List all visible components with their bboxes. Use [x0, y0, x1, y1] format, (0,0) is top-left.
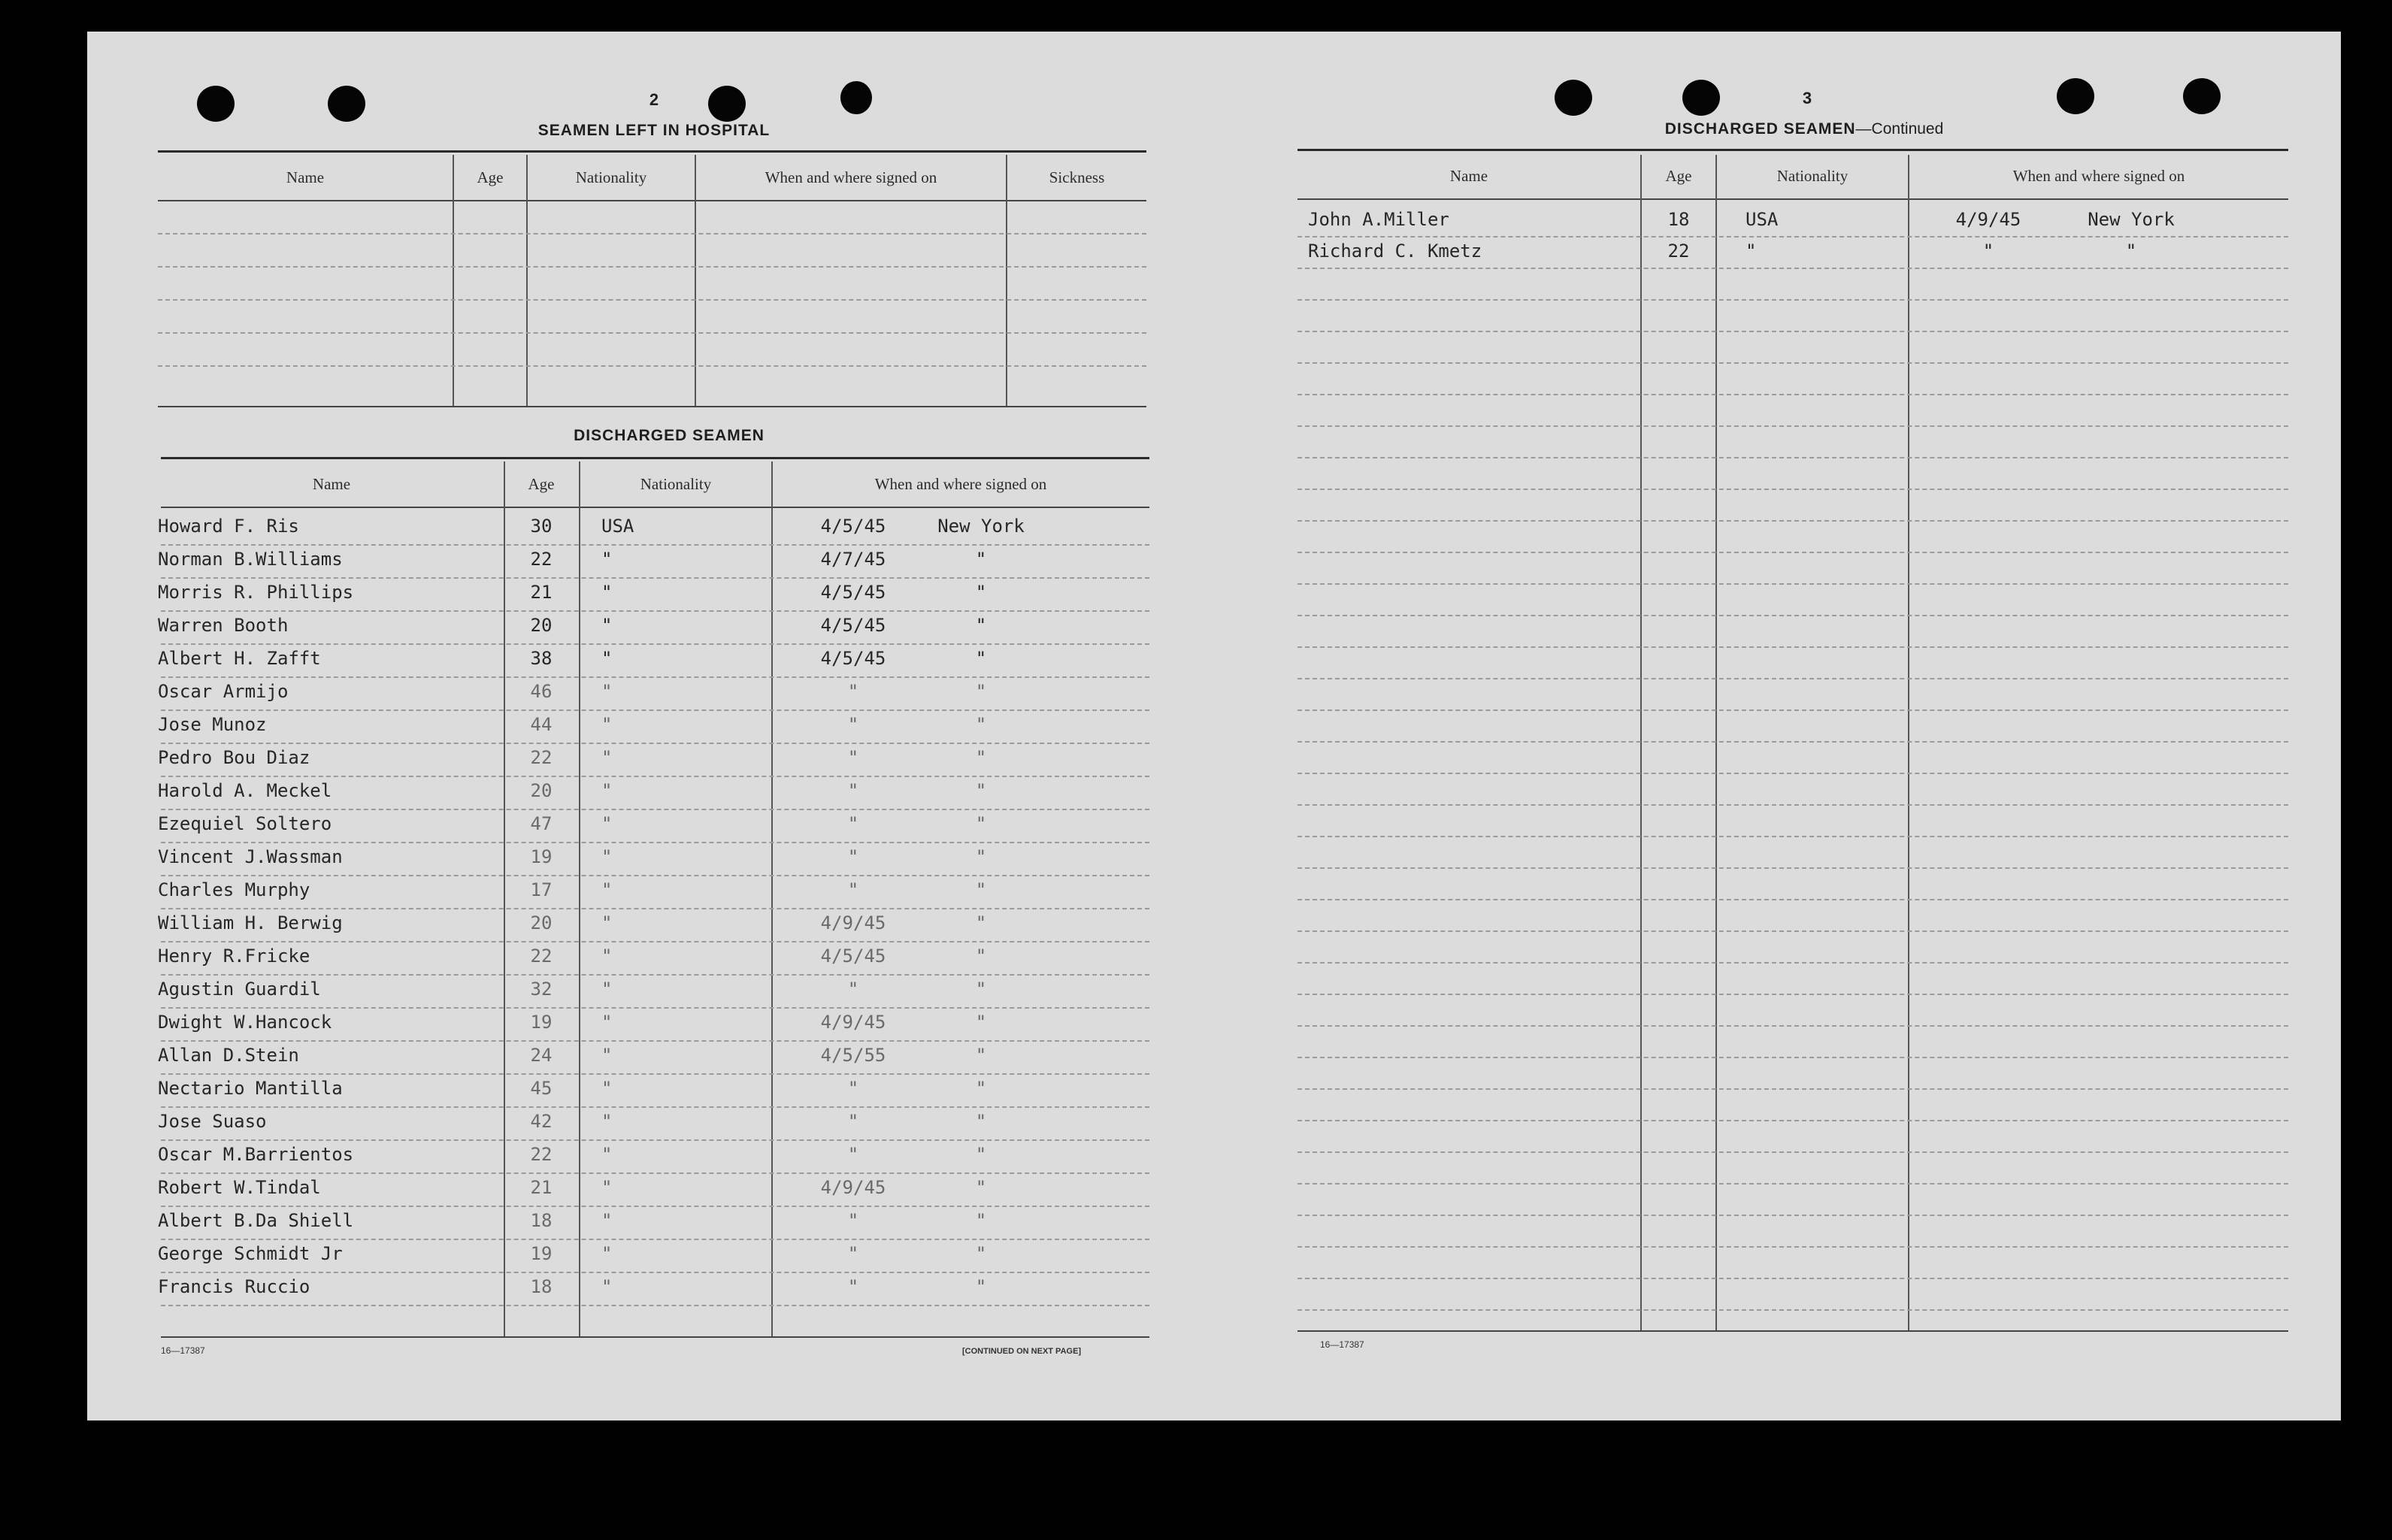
- row-line: [1297, 362, 2288, 364]
- seaman-name: Oscar Armijo: [158, 681, 289, 702]
- seaman-age: 42: [530, 1111, 553, 1132]
- seaman-nationality: ": [601, 1111, 613, 1132]
- seaman-name: Harold A. Meckel: [158, 780, 332, 801]
- seaman-nationality: ": [601, 912, 613, 933]
- seaman-signed-place: ": [975, 1276, 987, 1297]
- row-line: [1297, 1183, 2288, 1184]
- row-line: [161, 809, 1149, 810]
- seaman-name: Ezequiel Soltero: [158, 813, 332, 834]
- seaman-signed-place: New York: [2088, 209, 2175, 230]
- discharged-table-top-rule: [161, 457, 1149, 459]
- row-line: [1297, 394, 2288, 395]
- seaman-age: 22: [1667, 241, 1690, 262]
- row-line: [1297, 331, 2288, 332]
- punch-hole: [197, 86, 235, 122]
- row-line: [1297, 552, 2288, 553]
- seaman-age: 30: [530, 516, 553, 537]
- seaman-signed-date: 4/5/45: [820, 516, 886, 537]
- seaman-nationality: ": [601, 615, 613, 636]
- seaman-nationality: ": [601, 1045, 613, 1066]
- hospital-table-bottom-rule: [158, 406, 1146, 407]
- row-line: [161, 643, 1149, 645]
- row-line: [161, 1106, 1149, 1108]
- seaman-name: Morris R. Phillips: [158, 582, 354, 603]
- seaman-signed-date: ": [847, 879, 859, 900]
- right-table-top-rule: [1297, 149, 2288, 151]
- row-line: [161, 974, 1149, 976]
- seaman-name: John A.Miller: [1308, 209, 1449, 230]
- seaman-signed-place: ": [975, 1243, 987, 1264]
- seaman-name: Allan D.Stein: [158, 1045, 299, 1066]
- seaman-age: 22: [530, 549, 553, 570]
- seaman-name: Jose Suaso: [158, 1111, 267, 1132]
- seaman-nationality: ": [601, 1144, 613, 1165]
- right-col-age: Age: [1665, 167, 1692, 185]
- discharged-header-rule: [161, 507, 1149, 508]
- seaman-age: 45: [530, 1078, 553, 1099]
- seaman-signed-place: ": [975, 879, 987, 900]
- seaman-nationality: USA: [1746, 209, 1779, 230]
- row-line: [1297, 1088, 2288, 1090]
- right-section-title-main: DISCHARGED SEAMEN: [1664, 120, 1856, 138]
- row-line: [1297, 299, 2288, 301]
- row-line: [1297, 678, 2288, 679]
- seaman-age: 19: [530, 1012, 553, 1033]
- seaman-nationality: ": [601, 747, 613, 768]
- seaman-name: William H. Berwig: [158, 912, 343, 933]
- hospital-col-divider: [695, 155, 696, 406]
- row-line: [1297, 962, 2288, 964]
- row-line: [161, 1305, 1149, 1306]
- row-line: [1297, 836, 2288, 837]
- continued-note: [CONTINUED ON NEXT PAGE]: [962, 1347, 1082, 1356]
- seaman-nationality: ": [601, 879, 613, 900]
- seaman-nationality: ": [601, 945, 613, 967]
- seaman-signed-date: ": [847, 747, 859, 768]
- seaman-age: 19: [530, 1243, 553, 1264]
- seaman-signed-place: ": [975, 1144, 987, 1165]
- seaman-signed-date: ": [847, 714, 859, 735]
- row-line: [1297, 1215, 2288, 1216]
- hospital-row-line: [158, 266, 1146, 268]
- row-line: [161, 1206, 1149, 1207]
- row-line: [1297, 583, 2288, 585]
- row-line: [1297, 773, 2288, 774]
- right-col-nationality: Nationality: [1776, 167, 1849, 185]
- seaman-signed-date: ": [847, 1243, 859, 1264]
- seaman-name: Albert B.Da Shiell: [158, 1210, 354, 1231]
- seaman-name: Robert W.Tindal: [158, 1177, 321, 1198]
- row-line: [1297, 1246, 2288, 1248]
- seaman-signed-date: 4/7/45: [820, 549, 886, 570]
- form-number-right: 16—17387: [1320, 1339, 1364, 1350]
- hospital-col-name: Name: [286, 168, 325, 186]
- seaman-name: Pedro Bou Diaz: [158, 747, 310, 768]
- row-line: [1297, 425, 2288, 427]
- seaman-signed-place: ": [975, 1177, 987, 1198]
- hospital-row-line: [158, 299, 1146, 301]
- hospital-table-top-rule: [158, 150, 1146, 153]
- punch-hole: [708, 86, 746, 122]
- hospital-col-divider: [1006, 155, 1007, 406]
- form-number-left: 16—17387: [161, 1345, 205, 1356]
- hospital-col-age: Age: [477, 168, 504, 186]
- seaman-signed-place: ": [975, 549, 987, 570]
- hospital-col-divider: [453, 155, 454, 406]
- seaman-signed-place: ": [975, 1012, 987, 1033]
- hospital-header-rule: [158, 200, 1146, 201]
- row-line: [1297, 268, 2288, 269]
- row-line: [161, 743, 1149, 744]
- right-section-title: [1564, 120, 2045, 138]
- seaman-signed-place: ": [975, 1045, 987, 1066]
- row-line: [161, 1073, 1149, 1075]
- seaman-nationality: ": [601, 681, 613, 702]
- seaman-name: Norman B.Williams: [158, 549, 343, 570]
- seaman-age: 46: [530, 681, 553, 702]
- seaman-nationality: ": [601, 780, 613, 801]
- seaman-nationality: USA: [601, 516, 634, 537]
- seaman-name: Charles Murphy: [158, 879, 310, 900]
- hospital-row-line: [158, 332, 1146, 334]
- seaman-name: Howard F. Ris: [158, 516, 299, 537]
- seaman-signed-date: ": [847, 813, 859, 834]
- seaman-signed-place: ": [975, 1210, 987, 1231]
- right-section-title-suffix: —Continued: [1855, 120, 1944, 138]
- discharged-section-title: DISCHARGED SEAMEN: [574, 427, 765, 444]
- row-line: [1297, 709, 2288, 711]
- punch-hole: [328, 86, 365, 122]
- seaman-signed-date: ": [1982, 241, 1994, 262]
- seaman-age: 18: [530, 1276, 553, 1297]
- discharged-table-bottom-rule: [161, 1336, 1149, 1338]
- seaman-age: 20: [530, 912, 553, 933]
- seaman-signed-place: ": [975, 846, 987, 867]
- row-line: [161, 908, 1149, 909]
- seaman-signed-date: ": [847, 1276, 859, 1297]
- row-line: [1297, 867, 2288, 869]
- seaman-name: Agustin Guardil: [158, 979, 321, 1000]
- row-line: [1297, 994, 2288, 995]
- seaman-age: 21: [530, 1177, 553, 1198]
- right-col-name: Name: [1449, 167, 1488, 185]
- seaman-signed-date: 4/5/45: [820, 945, 886, 967]
- row-line: [1297, 520, 2288, 522]
- seaman-name: Francis Ruccio: [158, 1276, 310, 1297]
- seaman-nationality: ": [601, 1078, 613, 1099]
- punch-hole: [840, 81, 872, 114]
- discharged-col-nationality: Nationality: [640, 475, 712, 493]
- seaman-age: 21: [530, 582, 553, 603]
- seaman-signed-date: ": [847, 780, 859, 801]
- seaman-name: Warren Booth: [158, 615, 289, 636]
- seaman-age: 47: [530, 813, 553, 834]
- seaman-nationality: ": [601, 813, 613, 834]
- row-line: [161, 709, 1149, 711]
- seaman-nationality: ": [601, 1177, 613, 1198]
- seaman-age: 22: [530, 1144, 553, 1165]
- seaman-signed-place: ": [975, 979, 987, 1000]
- row-line: [1297, 457, 2288, 458]
- seaman-signed-place: ": [975, 945, 987, 967]
- seaman-nationality: ": [1746, 241, 1757, 262]
- row-line: [161, 1272, 1149, 1273]
- row-line: [161, 842, 1149, 843]
- row-line: [161, 1239, 1149, 1240]
- seaman-signed-place: ": [975, 912, 987, 933]
- seaman-signed-place: ": [975, 615, 987, 636]
- row-line: [161, 1172, 1149, 1174]
- punch-hole: [2183, 78, 2221, 114]
- right-col-signed-on: When and where signed on: [2012, 167, 2185, 185]
- seaman-age: 20: [530, 780, 553, 801]
- right-header-rule: [1297, 198, 2288, 200]
- seaman-nationality: ": [601, 582, 613, 603]
- hospital-col-nationality: Nationality: [575, 168, 647, 186]
- seaman-age: 22: [530, 945, 553, 967]
- row-line: [161, 610, 1149, 612]
- seaman-nationality: ": [601, 979, 613, 1000]
- seaman-signed-date: ": [847, 979, 859, 1000]
- row-line: [161, 1139, 1149, 1141]
- row-line: [1297, 1025, 2288, 1027]
- row-line: [1297, 741, 2288, 743]
- row-line: [161, 676, 1149, 678]
- row-line: [161, 1040, 1149, 1042]
- seaman-signed-date: ": [847, 681, 859, 702]
- hospital-col-sickness: Sickness: [1049, 168, 1105, 186]
- discharged-col-name: Name: [312, 475, 351, 493]
- seaman-age: 17: [530, 879, 553, 900]
- seaman-age: 19: [530, 846, 553, 867]
- row-line: [1297, 899, 2288, 900]
- hospital-row-line: [158, 365, 1146, 367]
- hospital-col-divider: [526, 155, 528, 406]
- row-line: [161, 875, 1149, 876]
- seaman-nationality: ": [601, 1243, 613, 1264]
- seaman-name: George Schmidt Jr: [158, 1243, 343, 1264]
- seaman-name: Nectario Mantilla: [158, 1078, 343, 1099]
- seaman-signed-place: ": [975, 1111, 987, 1132]
- seaman-signed-date: 4/9/45: [820, 1012, 886, 1033]
- punch-hole: [1555, 80, 1592, 116]
- seaman-name: Richard C. Kmetz: [1308, 241, 1482, 262]
- punch-hole: [2057, 78, 2094, 114]
- seaman-signed-date: ": [847, 846, 859, 867]
- seaman-nationality: ": [601, 549, 613, 570]
- row-line: [1297, 236, 2288, 238]
- row-line: [161, 941, 1149, 942]
- page-number-right: 3: [1802, 89, 1812, 107]
- seaman-nationality: ": [601, 846, 613, 867]
- seaman-nationality: ": [601, 1276, 613, 1297]
- seaman-name: Henry R.Fricke: [158, 945, 310, 967]
- row-line: [1297, 1151, 2288, 1153]
- seaman-signed-place: ": [975, 648, 987, 669]
- hospital-section-title: SEAMEN LEFT IN HOSPITAL: [537, 122, 771, 139]
- seaman-name: Oscar M.Barrientos: [158, 1144, 354, 1165]
- seaman-age: 32: [530, 979, 553, 1000]
- row-line: [161, 776, 1149, 777]
- seaman-signed-date: ": [847, 1078, 859, 1099]
- row-line: [161, 544, 1149, 546]
- row-line: [161, 1007, 1149, 1009]
- row-line: [1297, 615, 2288, 616]
- seaman-age: 38: [530, 648, 553, 669]
- seaman-name: Dwight W.Hancock: [158, 1012, 332, 1033]
- page-number-left: 2: [649, 90, 659, 109]
- seaman-signed-date: ": [847, 1210, 859, 1231]
- seaman-signed-date: 4/5/45: [820, 582, 886, 603]
- seaman-signed-place: ": [975, 780, 987, 801]
- seaman-signed-place: ": [975, 714, 987, 735]
- seaman-signed-place: ": [975, 681, 987, 702]
- seaman-signed-date: 4/9/45: [820, 912, 886, 933]
- seaman-age: 18: [530, 1210, 553, 1231]
- seaman-age: 44: [530, 714, 553, 735]
- seaman-signed-date: 4/5/55: [820, 1045, 886, 1066]
- hospital-col-signed-on: When and where signed on: [765, 168, 937, 186]
- right-table-bottom-rule: [1297, 1330, 2288, 1332]
- seaman-signed-date: 4/5/45: [820, 648, 886, 669]
- row-line: [1297, 1120, 2288, 1121]
- row-line: [161, 577, 1149, 579]
- seaman-age: 24: [530, 1045, 553, 1066]
- seaman-nationality: ": [601, 714, 613, 735]
- seaman-signed-place: ": [975, 582, 987, 603]
- seaman-signed-place: ": [2125, 241, 2137, 262]
- seaman-age: 18: [1667, 209, 1690, 230]
- seaman-signed-place: New York: [937, 516, 1025, 537]
- seaman-signed-date: ": [847, 1111, 859, 1132]
- row-line: [1297, 646, 2288, 648]
- seaman-age: 20: [530, 615, 553, 636]
- row-line: [1297, 804, 2288, 806]
- seaman-name: Albert H. Zafft: [158, 648, 321, 669]
- seaman-signed-place: ": [975, 747, 987, 768]
- discharged-col-age: Age: [528, 475, 555, 493]
- seaman-signed-place: ": [975, 1078, 987, 1099]
- discharged-col-signed-on: When and where signed on: [874, 475, 1047, 493]
- row-line: [1297, 1057, 2288, 1058]
- seaman-signed-place: ": [975, 813, 987, 834]
- seaman-signed-date: 4/9/45: [1955, 209, 2021, 230]
- seaman-age: 22: [530, 747, 553, 768]
- hospital-row-line: [158, 233, 1146, 234]
- row-line: [1297, 930, 2288, 932]
- seaman-name: Vincent J.Wassman: [158, 846, 343, 867]
- row-line: [1297, 1278, 2288, 1279]
- seaman-name: Jose Munoz: [158, 714, 267, 735]
- seaman-nationality: ": [601, 648, 613, 669]
- seaman-signed-date: 4/9/45: [820, 1177, 886, 1198]
- row-line: [1297, 1309, 2288, 1311]
- seaman-nationality: ": [601, 1012, 613, 1033]
- seaman-signed-date: ": [847, 1144, 859, 1165]
- punch-hole: [1682, 80, 1720, 116]
- seaman-nationality: ": [601, 1210, 613, 1231]
- seaman-signed-date: 4/5/45: [820, 615, 886, 636]
- row-line: [1297, 489, 2288, 490]
